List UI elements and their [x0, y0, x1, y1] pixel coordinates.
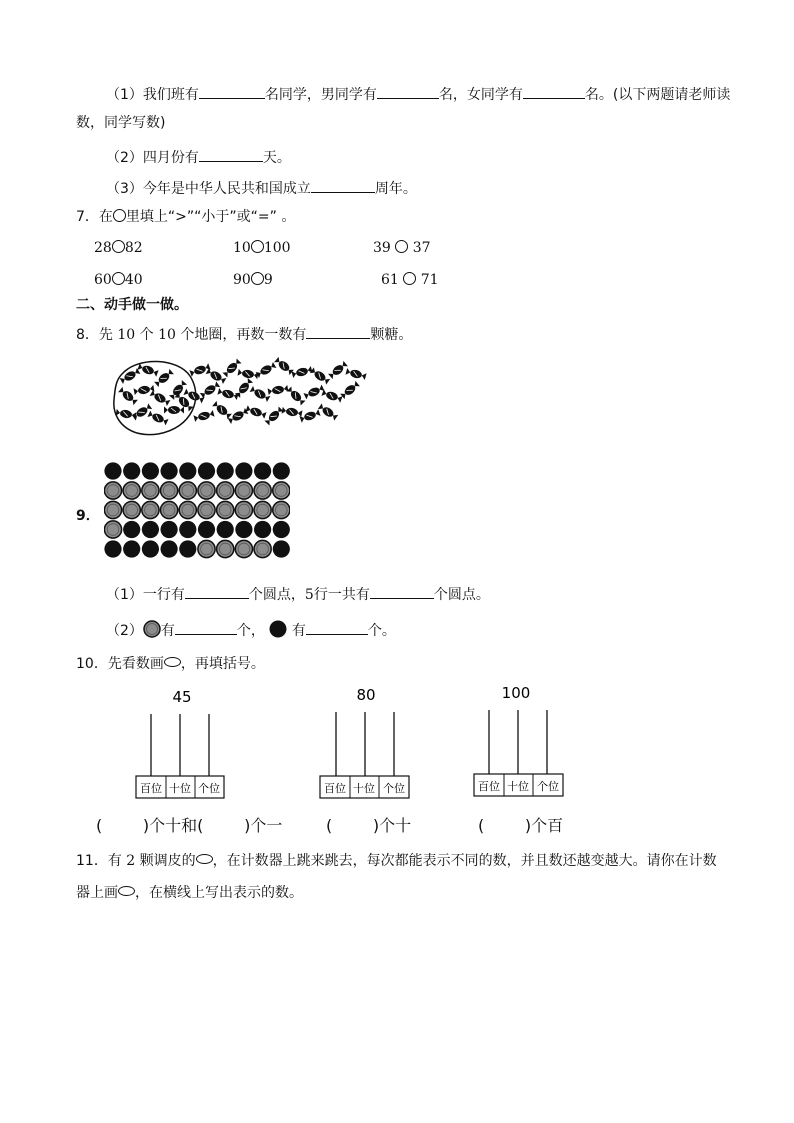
compare-item: 60 40: [94, 272, 143, 288]
q11-line1: 11．有 2 颗调皮的 ，在计数器上跳来跳去，每次都能表示不同的数，并且数还越变越大。请你在计数: [76, 853, 717, 869]
candy-icon: [149, 390, 170, 407]
black-dot: [198, 462, 215, 479]
gray-dot-icon: [143, 620, 161, 638]
place-label: 十位: [353, 782, 375, 795]
candy-icon: [281, 406, 302, 417]
q6-item2: （2）四月份有 天。: [106, 145, 291, 168]
q11-line2: 器上画 ，在横线上写出表示的数。: [76, 885, 303, 901]
answer-blank[interactable]: [199, 145, 263, 162]
compare-circle[interactable]: [112, 272, 125, 285]
black-dot: [217, 462, 234, 479]
candy-icon: [115, 408, 136, 419]
place-label: 个位: [198, 782, 220, 795]
answer-blank[interactable]: [199, 82, 265, 99]
oval-icon: [118, 886, 135, 896]
abacus: [136, 688, 224, 798]
compare-circle[interactable]: [251, 272, 264, 285]
black-dot: [179, 540, 196, 557]
answer-blank[interactable]: [306, 618, 368, 635]
black-dot: [123, 462, 140, 479]
place-label: 十位: [507, 780, 529, 793]
candy-icon: [119, 368, 140, 385]
abacus-number: 100: [501, 684, 531, 702]
q9-item2: （2） 有 个， 有 个。: [106, 618, 396, 641]
candy-icon: [200, 381, 221, 399]
black-dot: [217, 521, 234, 538]
answer-blank[interactable]: [306, 322, 370, 339]
compare-circle[interactable]: [251, 240, 264, 253]
candy-illustration: [108, 356, 370, 438]
candy-icon: [328, 361, 348, 380]
abacus-answer[interactable]: ( )个十: [326, 816, 412, 835]
candy-icon: [274, 357, 294, 376]
candy-icon: [132, 403, 153, 421]
candy-icon: [255, 362, 276, 379]
candy-icon: [303, 384, 325, 400]
black-dot: [235, 462, 252, 479]
answer-blank[interactable]: [311, 176, 375, 193]
candy-icon: [137, 363, 159, 377]
candy-group: [115, 357, 366, 426]
black-dot: [235, 521, 252, 538]
answer-blank[interactable]: [175, 618, 237, 635]
black-dot: [142, 521, 159, 538]
q6-item3: （3）今年是中华人民共和国成立 周年。: [106, 176, 417, 199]
candy-icon: [299, 409, 321, 423]
black-dot: [179, 521, 196, 538]
black-dot: [198, 521, 215, 538]
place-label: 百位: [324, 782, 346, 795]
abacus-answer[interactable]: ( )个百: [478, 816, 564, 835]
abacus-answer[interactable]: ( )个十和( )个一: [96, 816, 283, 835]
q7-prompt: 7．在 里填上“>”“小于”或“=” 。: [76, 209, 296, 225]
black-dot: [273, 540, 290, 557]
candy-icon: [249, 386, 270, 403]
abacus-number: 80: [356, 686, 376, 704]
candy-icon: [310, 367, 331, 385]
compare-item: 39 37: [373, 240, 431, 256]
candy-icon: [321, 389, 343, 403]
candy-icon: [340, 381, 360, 400]
candy-icon: [193, 410, 214, 423]
candy-icon: [189, 363, 211, 377]
compare-item: 61 71: [381, 272, 439, 288]
candy-icon: [318, 403, 339, 421]
candy-icon: [235, 378, 254, 398]
q9-item1: （1）一行有 个圆点，5行一共有 个圆点。: [106, 582, 490, 605]
q9-number: 9．: [76, 508, 100, 524]
candy-icon: [212, 401, 232, 420]
black-dot: [273, 521, 290, 538]
candy-icon: [291, 366, 312, 379]
q6-item1: （1）我们班有 名同学，男同学有 名，女同学有 名。(以下两题请老师读: [106, 82, 730, 105]
candy-icon: [286, 386, 306, 406]
black-dot: [142, 462, 159, 479]
black-dot: [104, 540, 121, 557]
black-dot: [161, 540, 178, 557]
black-dot: [179, 462, 196, 479]
dot-grid: [104, 462, 290, 560]
black-dot: [273, 462, 290, 479]
compare-item: 10 100: [233, 240, 291, 256]
black-dot: [123, 540, 140, 557]
candy-icon: [267, 384, 288, 395]
compare-circle[interactable]: [112, 240, 125, 253]
compare-item: 90 9: [233, 272, 273, 288]
black-dot: [254, 462, 271, 479]
candy-icon: [164, 406, 184, 414]
abacus-number: 45: [172, 688, 192, 706]
place-label: 十位: [169, 782, 191, 795]
black-dot: [104, 462, 121, 479]
place-label: 个位: [383, 782, 405, 795]
answer-blank[interactable]: [377, 82, 439, 99]
candy-icon: [264, 406, 284, 426]
oval-icon: [164, 657, 181, 667]
abacus-area: [120, 680, 600, 810]
black-dot-icon: [269, 620, 287, 638]
circle-icon: [113, 209, 126, 222]
candy-icon: [345, 368, 366, 381]
answer-blank[interactable]: [185, 582, 249, 599]
abacus: [320, 686, 409, 798]
abacus: [474, 684, 563, 796]
compare-item: 28 82: [94, 240, 143, 256]
place-label: 个位: [537, 780, 559, 793]
compare-circle[interactable]: [395, 240, 408, 253]
black-dot: [142, 540, 159, 557]
answer-blank[interactable]: [370, 582, 434, 599]
oval-icon: [196, 854, 213, 864]
candy-icon: [222, 358, 242, 378]
candy-icon: [217, 388, 238, 401]
black-dot: [161, 521, 178, 538]
compare-circle[interactable]: [403, 272, 416, 285]
black-dot: [254, 521, 271, 538]
answer-blank[interactable]: [523, 82, 585, 99]
candy-icon: [245, 405, 267, 419]
q6-item1-cont: 数，同学写数): [76, 115, 166, 131]
q10-prompt: 10．先看数画 ，再填括号。: [76, 656, 265, 672]
black-dot: [161, 462, 178, 479]
section-heading: 二、动手做一做。: [76, 297, 188, 313]
candy-icon: [227, 408, 248, 425]
black-dot: [123, 521, 140, 538]
candy-icon: [147, 410, 169, 426]
place-label: 百位: [140, 782, 162, 795]
candy-icon: [205, 368, 226, 385]
candy-icon: [237, 368, 258, 379]
place-label: 百位: [478, 780, 500, 793]
q8-prompt: 8．先 10 个 10 个地圈，再数一数有 颗糖。: [76, 322, 412, 345]
